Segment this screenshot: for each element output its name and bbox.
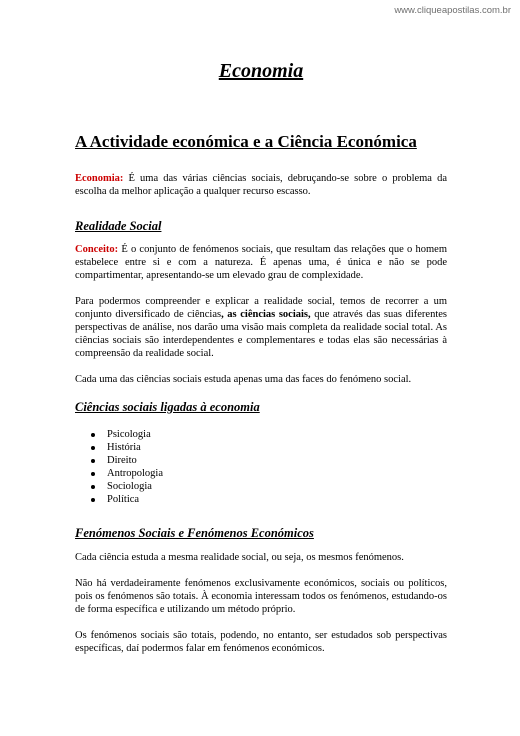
intro-paragraph (75, 172, 447, 198)
conceito-definition: É o conjunto de fenómenos sociais, que resultam das relações que o homem estabelece entre si e com a natureza. É apenas uma, é única e não se pode compartimentar, apresentando-se um elevado grau de complexidade. (75, 244, 447, 281)
conceito-term: Conceito: (75, 244, 119, 255)
list-item: Política (107, 493, 447, 506)
faces-paragraph: Cada uma das ciências sociais estuda apenas uma das faces do fenómeno social. (75, 374, 412, 385)
section-title: A Actividade económica e a Ciência Económica (75, 132, 417, 151)
document-title: Economia (218, 60, 304, 82)
ciencias-list (75, 428, 447, 506)
list-item: Direito (107, 454, 447, 467)
economia-definition: É uma das várias ciências sociais, debruçando-se sobre o problema da escolha da melhor aplicação a qualquer recurso escasso. (75, 173, 447, 197)
list-item: História (107, 441, 447, 454)
site-url: www.cliqueapostilas.com.br (394, 5, 511, 16)
realidade-social-heading: Realidade Social (75, 219, 162, 233)
ciencias-sociais-paragraph (75, 295, 447, 360)
fenomenos-p1: Cada ciência estuda a mesma realidade social, ou seja, os mesmos fenómenos. (75, 552, 404, 563)
ciencias-heading: Ciências sociais ligadas à economia (75, 400, 260, 414)
fenomenos-heading: Fenómenos Sociais e Fenómenos Económicos (75, 526, 314, 540)
p2-before: Para podermos compreender e explicar a realidade social, temos de recorrer a um conjunto diversificado de ciências (75, 296, 447, 320)
list-item: Sociologia (107, 480, 447, 493)
list-item: Psicologia (107, 428, 447, 441)
conceito-paragraph (75, 243, 447, 282)
p2-bold: , as ciências sociais, (221, 309, 311, 320)
list-item: Antropologia (107, 467, 447, 480)
fenomenos-p3: Os fenómenos sociais são totais, podendo, no entanto, ser estudados sob perspectivas específicas, daí podermos falar em fenómenos económicos. (75, 630, 447, 654)
p2-after: que através das suas diferentes perspectivas de análise, nos darão uma visão mais completa da realidade social total. As ciências sociais são interdependentes e complementares e todas elas são necessárias à compreensão da realidade social. (75, 309, 447, 359)
document-page (75, 60, 447, 655)
fenomenos-p2: Não há verdadeiramente fenómenos exclusivamente económicos, sociais ou políticos, pois os fenómenos são totais. À economia interessam todos os fenómenos, estudando-os de forma específica e utilizando um método próprio. (75, 578, 447, 615)
economia-term: Economia: (75, 173, 124, 184)
